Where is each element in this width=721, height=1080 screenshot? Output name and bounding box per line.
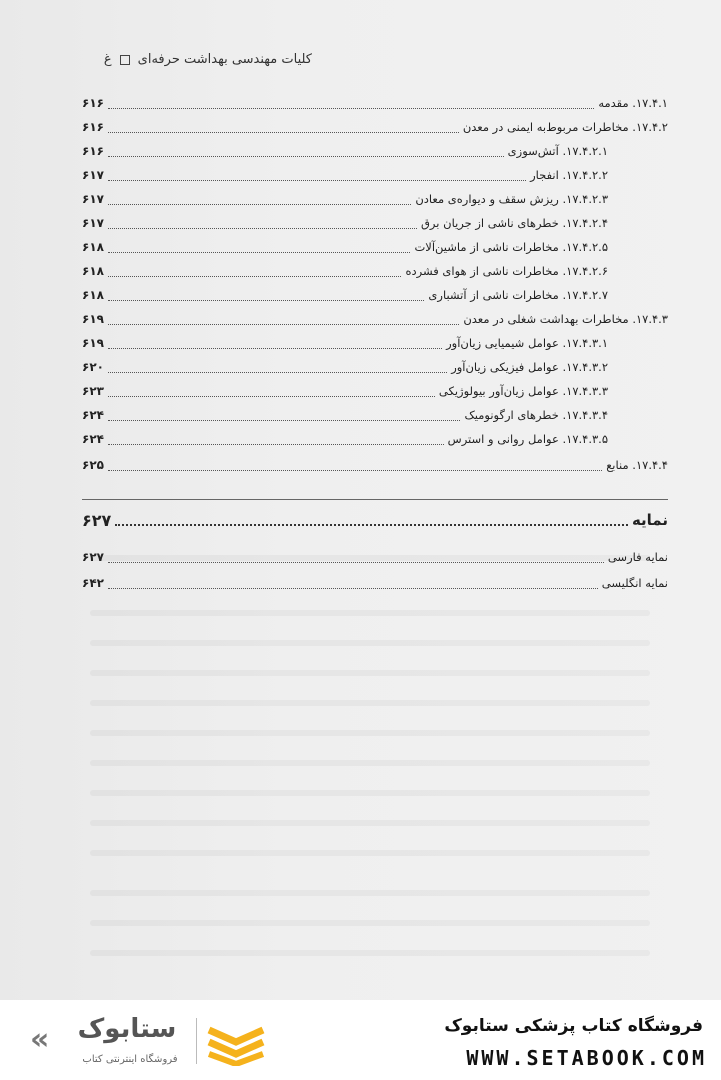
dot-leader: [108, 108, 594, 109]
toc-entry-page: ۶۱۹: [82, 312, 104, 326]
store-logo: ستابوک: [77, 1014, 177, 1044]
toc-entry: [82, 236, 608, 258]
dot-leader: [108, 228, 417, 229]
toc-entry-title: ۱۷.۴.۲. مخاطرات مربوط‌به ایمنی در معدن: [462, 120, 668, 134]
toc-entry-title: ۱۷.۴.۳.۴. خطرهای ارگونومیک: [464, 408, 608, 422]
toc-entry-page: ۶۱۸: [82, 264, 104, 278]
dot-leader: [108, 396, 435, 397]
store-name: فروشگاه کتاب پزشکی ستابوک: [444, 1016, 703, 1036]
index-title: نمایه: [631, 511, 668, 529]
toc-entry-title: ۱۷.۴.۴. منابع: [606, 458, 668, 472]
dot-leader: [108, 324, 459, 325]
toc-entry-page: ۶۱۸: [82, 240, 104, 254]
toc-entry-title: ۱۷.۴.۳. مخاطرات بهداشت شغلی در معدن: [463, 312, 668, 326]
toc-entry-title: ۱۷.۴.۲.۴. خطرهای ناشی از جریان برق: [421, 216, 608, 230]
book-stack-icon: [205, 1020, 267, 1066]
toc-entry: [82, 140, 608, 162]
toc-entry-title: ۱۷.۴.۳.۳. عوامل زیان‌آور بیولوژیکی: [438, 384, 608, 398]
store-footer-banner: [0, 1000, 721, 1080]
toc-entry-page: ۶۲۵: [82, 458, 104, 472]
dot-leader: [108, 348, 442, 349]
toc-entry-page: ۶۲۴: [82, 408, 104, 422]
toc-entry-title: ۱۷.۴.۲.۱. آتش‌سوزی: [507, 144, 608, 158]
dot-leader: [108, 276, 401, 277]
toc-entry-title: ۱۷.۴.۲.۷. مخاطرات ناشی از آتشباری: [428, 288, 608, 302]
dot-leader: [115, 524, 628, 526]
toc-entry-page: ۶۱۷: [82, 216, 104, 230]
toc-entry: [82, 380, 608, 402]
toc-entry-title: ۱۷.۴.۳.۲. عوامل فیزیکی زیان‌آور: [451, 360, 608, 374]
dot-leader: [108, 444, 444, 445]
dot-leader: [108, 588, 598, 589]
book-title: کلیات مهندسی بهداشت حرفه‌ای: [137, 52, 312, 67]
index-entry: [82, 546, 668, 568]
index-entry: [82, 572, 668, 594]
toc-entry: [82, 260, 608, 282]
dot-leader: [108, 562, 604, 563]
dot-leader: [108, 470, 602, 471]
toc-entry-title: ۱۷.۴.۲.۶. مخاطرات ناشی از هوای فشرده: [405, 264, 608, 278]
index-entry-page: ۶۲۷: [82, 550, 104, 564]
toc-entry-title: ۱۷.۴.۲.۵. مخاطرات ناشی از ماشین‌آلات: [414, 240, 608, 254]
dot-leader: [108, 372, 447, 373]
store-url: WWW.SETABOOK.COM: [466, 1046, 707, 1070]
toc-entry: [82, 454, 668, 476]
toc-entry-page: ۶۱۹: [82, 336, 104, 350]
store-logo-tagline: فروشگاه اینترنتی کتاب: [82, 1054, 178, 1065]
toc-entry: [82, 116, 668, 138]
toc-entry-title: ۱۷.۴.۲.۲. انفجار: [530, 168, 608, 182]
toc-entry-page: ۶۱۸: [82, 288, 104, 302]
index-page: ۶۲۷: [82, 510, 112, 530]
toc-entry: [82, 92, 668, 114]
toc-entry-page: ۶۲۳: [82, 384, 104, 398]
dot-leader: [108, 180, 526, 181]
toc-entry: [82, 164, 608, 186]
dot-leader: [108, 156, 504, 157]
dot-leader: [108, 300, 424, 301]
dot-leader: [108, 252, 410, 253]
logo-divider: [196, 1018, 197, 1064]
toc-entry-title: ۱۷.۴.۳.۵. عوامل روانی و استرس: [447, 432, 608, 446]
toc-entry: [82, 188, 608, 210]
toc-entry: [82, 308, 668, 330]
toc-entry: [82, 356, 608, 378]
dot-leader: [108, 204, 411, 205]
toc-entry: [82, 284, 608, 306]
index-section-heading: [82, 506, 668, 534]
toc-entry-title: ۱۷.۴.۳.۱. عوامل شیمیایی زیان‌آور: [446, 336, 608, 350]
toc-entry-page: ۶۱۶: [82, 144, 104, 158]
index-entry-title: نمایه انگلیسی: [601, 576, 668, 590]
toc-entry: [82, 212, 608, 234]
toc-entry: [82, 404, 608, 426]
section-divider: [82, 499, 668, 500]
dot-leader: [108, 420, 461, 421]
toc-entry-page: ۶۱۶: [82, 120, 104, 134]
chevrons-icon: «: [30, 1022, 50, 1057]
toc-entry-title: ۱۷.۴.۲.۳. ریزش سقف و دیواره‌ی معادن: [415, 192, 608, 206]
toc-entry-page: ۶۲۰: [82, 360, 104, 374]
dot-leader: [108, 132, 459, 133]
toc-entry-page: ۶۱۷: [82, 192, 104, 206]
page-letter: غ: [103, 52, 112, 67]
toc-entry: [82, 332, 608, 354]
toc-entry-page: ۶۱۶: [82, 96, 104, 110]
toc-entry: [82, 428, 608, 450]
index-entry-page: ۶۴۲: [82, 576, 104, 590]
index-entry-title: نمایه فارسی: [607, 550, 668, 564]
toc-entry-title: ۱۷.۴.۱. مقدمه: [598, 96, 668, 110]
toc-entry-page: ۶۲۴: [82, 432, 104, 446]
toc-entry-page: ۶۱۷: [82, 168, 104, 182]
